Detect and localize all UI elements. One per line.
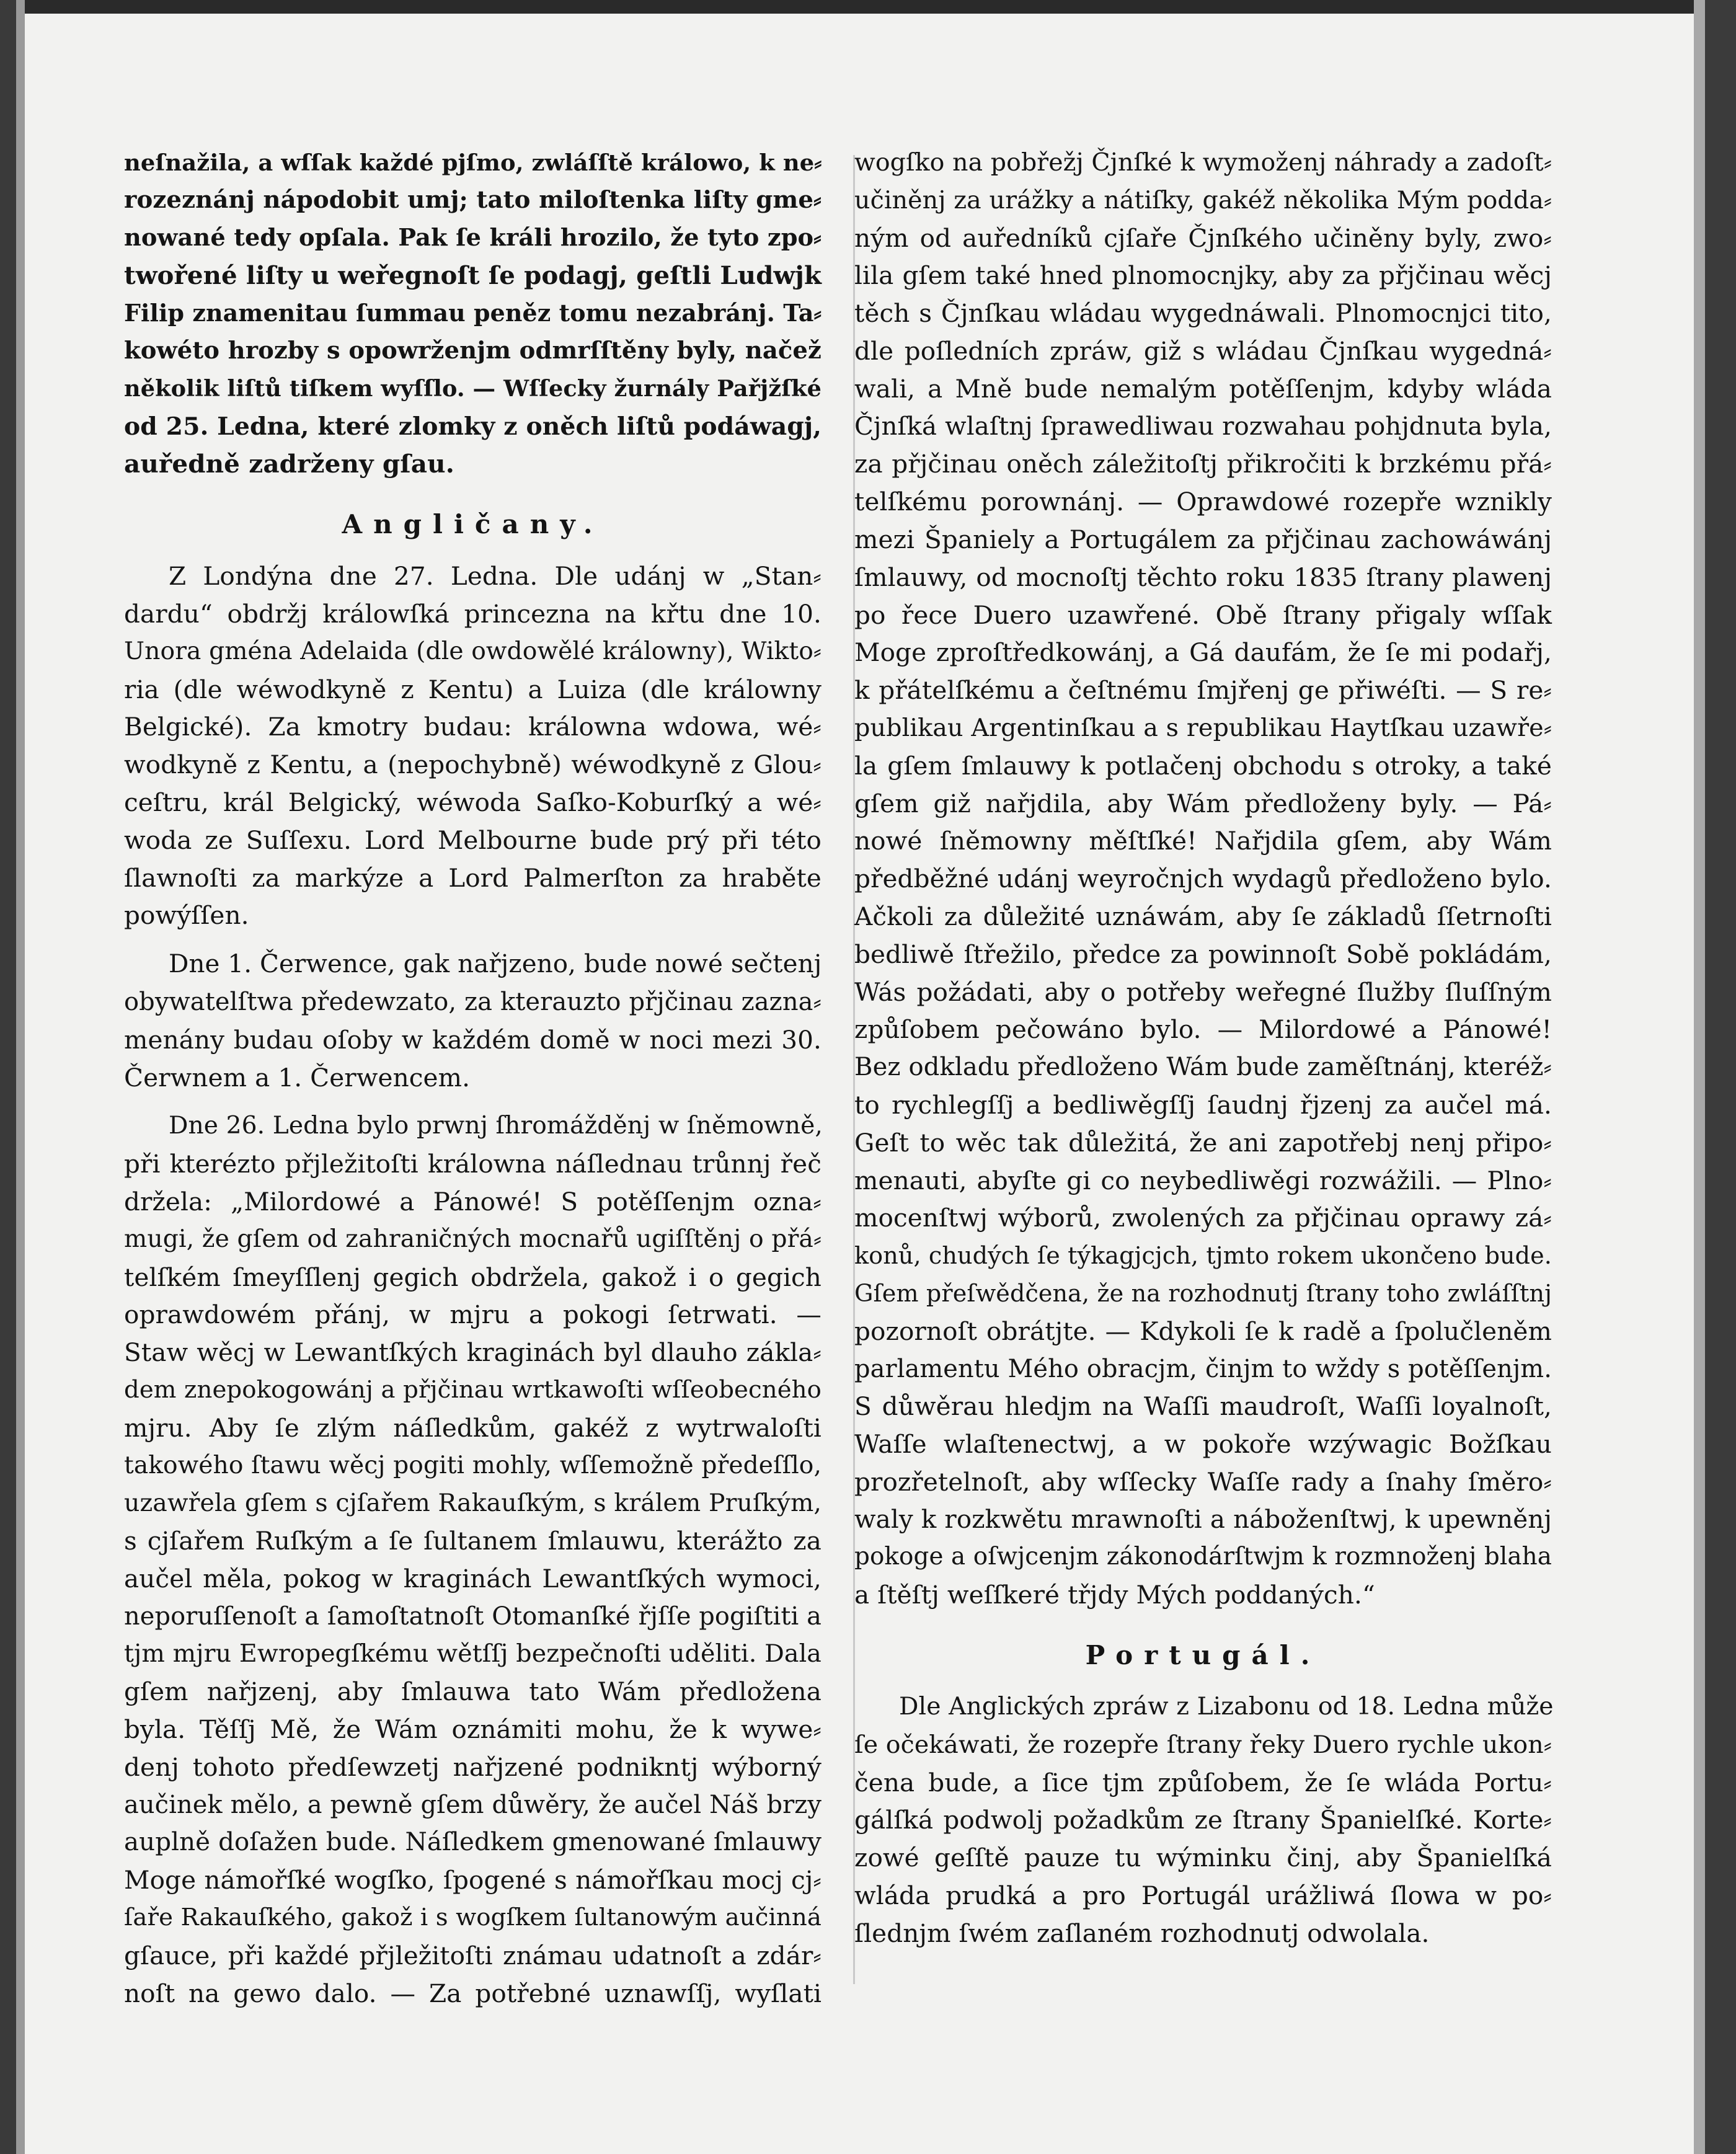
text-line: aučinek mělo, a pewně gſem důwěry, že aučel Náš brzy <box>124 1790 822 1819</box>
text-line: mocenſtwj wýborů, zwolených za přjčinau oprawy zá⸗ <box>854 1203 1552 1233</box>
text-line: la gſem ſmlauwy k potlačenj obchodu s otroky, a také <box>854 750 1552 781</box>
text-line: nowané tedy opſala. Pak ſe králi hrozilo, že tyto zpo⸗ <box>124 223 822 252</box>
text-line: prozřetelnoſt, aby wſſecky Waſſe rady a ſnahy ſměro⸗ <box>854 1466 1552 1497</box>
text-line: bedliwě ſtřežilo, předce za powinnoſt Sobě pokládám, <box>854 939 1552 969</box>
text-line: telſkém ſmeyſſlenj gegich obdržela, gakož i o gegich <box>124 1262 822 1292</box>
text-line: byla. Těſſj Mě, že Wám oznámiti mohu, že k wywe⸗ <box>124 1714 822 1745</box>
text-line: Gſem přeſwědčena, že na rozhodnutj ſtrany toho zwláſſtnj <box>854 1279 1552 1307</box>
text-line: po řece Duero uzawřené. Obě ſtrany přigaly wſſak <box>854 600 1552 630</box>
text-line: Čerwnem a 1. Čerwencem. <box>124 1062 471 1093</box>
text-line: zowé geſſtě pauze tu wýminku činj, aby Španielſká <box>854 1843 1552 1873</box>
text-line: dle poſledních zpráw, giž s wládau Čjnſkau wygedná⸗ <box>854 335 1552 366</box>
text-line: telſkému porownánj. — Oprawdowé rozepře wznikly <box>854 487 1552 517</box>
text-line: pozornoſt obrátjte. — Kdykoli ſe k radě a ſpolučleněm <box>854 1316 1552 1346</box>
section-heading-anglicany: Angličany. <box>342 509 604 540</box>
text-line: ſlednjm ſwém zaſlaném rozhodnutj odwolala. <box>854 1918 1430 1948</box>
text-line: lila gſem také hned plnomocnjky, aby za přjčinau wěcj <box>854 260 1552 291</box>
paragraph-left-2 <box>124 557 822 934</box>
text-line: Unora gména Adelaida (dle owdowělé králowny), Wikto⸗ <box>124 637 822 665</box>
text-line: při kterézto přjležitoſti králowna náſlednau trůnnj řeč <box>124 1149 822 1179</box>
text-line: gſem nařjzenj, aby ſmlauwa tato Wám předložena <box>124 1677 822 1707</box>
paragraph-left-4 <box>124 1107 822 2012</box>
text-line: za přjčinau oněch záležitoſtj přikročiti k brzkému přá⸗ <box>854 449 1552 479</box>
text-line: wodkyně z Kentu, a (nepochybně) wéwodkyně z Glou⸗ <box>124 750 822 780</box>
text-line: a ſtěſtj weſſkeré třjdy Mých poddaných.“ <box>854 1580 1375 1610</box>
text-line: wogſko na pobřežj Čjnſké k wymoženj náhrady a zadoſt⸗ <box>854 148 1552 177</box>
paragraph-left-1 <box>124 144 822 483</box>
paragraph-left-3 <box>124 946 822 1096</box>
text-line: s cjſařem Ruſkým a ſe ſultanem ſmlauwu, kterážto za <box>124 1526 822 1556</box>
text-line: wláda prudká a pro Portugál urážliwá ſlowa w po⸗ <box>854 1881 1552 1911</box>
text-line: takowého ſtawu wěcj pogiti mohly, wſſemožně předeſſlo, <box>124 1451 822 1479</box>
scan-right-shadow <box>1694 0 1705 2154</box>
text-line: S důwěrau hledjm na Waſſi maudroſt, Waſſi loyalnoſt, <box>854 1391 1552 1422</box>
text-line: oprawdowém přánj, w mjru a pokogi ſetrwati. — <box>124 1300 822 1330</box>
text-line: noſt na gewo dalo. — Za potřebné uznawſſj, wyſlati <box>124 1978 822 2008</box>
text-line: těch s Čjnſkau wládau wygednáwali. Plnomocnjci tito, <box>854 298 1552 329</box>
text-line: gſauce, při každé přjležitoſti známau udatnoſt a zdár⸗ <box>124 1940 822 1970</box>
text-line: twořené liſty u weřegnoſt ſe podagj, geſtli Ludwjk <box>124 260 822 291</box>
text-line: publikau Argentinſkau a s republikau Haytſkau uzawře⸗ <box>854 713 1552 742</box>
text-line: to rychlegſſj a bedliwěgſſj ſaudnj řjzenj za aučel má. <box>854 1089 1552 1120</box>
scan-right-edge <box>1705 0 1736 2154</box>
text-line: držela: „Milordowé a Pánowé! S potěſſenjm ozna⸗ <box>124 1186 822 1217</box>
text-line: Z Londýna dne 27. Ledna. Dle udánj w „Stan⸗ <box>169 561 822 592</box>
text-line: pokoge a oſwjcenjm zákonodárſtwjm k rozmnoženj blaha <box>854 1543 1552 1571</box>
scan-left-shadow <box>16 0 25 2154</box>
text-line: ným od auředníků cjſaře Čjnſkého učiněny byly, zwo⸗ <box>854 223 1552 253</box>
text-line: mezi Španiely a Portugálem za přjčinau zachowáwánj <box>854 524 1552 554</box>
text-line: neporuſſenoſt a ſamoſtatnoſt Otomanſké řjſſe pogiſtiti a <box>124 1602 822 1631</box>
text-line: Dne 26. Ledna bylo prwnj ſhromážděnj w ſněmowně, <box>169 1112 823 1140</box>
text-line: několik liſtů tiſkem wyſſlo. — Wſſecky žurnály Pařjžſké <box>124 375 822 402</box>
text-line: aučel měla, pokog w kraginách Lewantſkých wymoci, <box>124 1563 822 1593</box>
text-line: konů, chudých ſe týkagjcjch, tjmto rokem ukončeno bude. <box>854 1242 1552 1270</box>
text-line: gſem giž nařjdila, aby Wám předloženy byly. — Pá⸗ <box>854 788 1552 818</box>
text-line: uzawřela gſem s cjſařem Rakauſkým, s králem Pruſkým, <box>124 1489 822 1518</box>
text-line: Ačkoli za důležité uznáwám, aby ſe základů ſſetrnoſti <box>854 901 1552 931</box>
text-line: wali, a Mně bude nemalým potěſſenjm, kdyby wláda <box>854 373 1552 404</box>
text-line: k přátelſkému a čeſtnému ſmjřenj ge přiwéſti. — S re⸗ <box>854 675 1552 706</box>
text-line: ſmlauwy, od mocnoſtj těchto roku 1835 ſtrany plawenj <box>854 562 1552 592</box>
text-line: Moge námořſké wogſko, ſpogené s námořſkau mocj cj⸗ <box>124 1865 822 1895</box>
text-line: předběžné udánj weyročnjch wydagů předloženo bylo. <box>854 864 1552 894</box>
paragraph-right-1 <box>854 144 1552 1614</box>
right-column <box>854 144 1552 1952</box>
text-line: auředně zadrženy gſau. <box>124 449 454 479</box>
text-line: Wás požádati, aby o potřeby weřegné ſlužby ſluſſným <box>854 977 1552 1007</box>
scan-top-edge <box>0 0 1736 14</box>
text-line: ceſtru, král Belgický, wéwoda Saſko-Koburſký a wé⸗ <box>124 787 822 817</box>
text-line: ſaře Rakauſkého, gakož i s wogſkem ſultanowým aučinná <box>124 1904 822 1932</box>
text-line: denj tohoto předſewzetj nařjzené podnikntj wýborný <box>124 1752 822 1782</box>
text-line: tjm mjru Ewropegſkému wětſſj bezpečnoſti uděliti. Dala <box>124 1639 822 1669</box>
text-line: woda ze Suſſexu. Lord Melbourne bude prý při této <box>124 825 822 855</box>
text-line: čena bude, a ſice tjm způſobem, že ſe wláda Portu⸗ <box>854 1767 1552 1797</box>
text-line: parlamentu Mého obracjm, činjm to wždy s potěſſenjm. <box>854 1354 1552 1383</box>
text-line: auplně doſažen bude. Náſledkem gmenowané ſmlauwy <box>124 1827 822 1857</box>
text-line: ria (dle wéwodkyně z Kentu) a Luiza (dle králowny <box>124 674 822 704</box>
text-line: waly k rozkwětu mrawnoſti a náboženſtwj, k upewněnj <box>854 1504 1552 1534</box>
text-line: powýſſen. <box>124 900 249 931</box>
text-line: nowé ſněmowny měſtſké! Nařjdila gſem, aby Wám <box>854 826 1552 856</box>
text-line: menauti, abyſte gi co neybedliwěgi rozwážili. — Plno⸗ <box>854 1165 1552 1195</box>
text-line: ſe očekáwati, že rozepře ſtrany řeky Duero rychle ukon⸗ <box>854 1730 1552 1759</box>
text-line: učiněnj za urážky a nátiſky, gakéž několika Mým podda⸗ <box>854 185 1552 215</box>
text-line: Čjnſká wlaſtnj ſprawedliwau rozwahau pohjdnuta byla, <box>854 412 1552 441</box>
text-line: obywatelſtwa předewzato, za kterauzto přjčinau zazna⸗ <box>124 987 822 1016</box>
text-line: rozeznánj nápodobit umj; tato miloſtenka liſty gme⸗ <box>124 185 822 214</box>
text-line: mjru. Aby ſe zlým náſledkům, gakéž z wytrwaloſti <box>124 1412 822 1443</box>
text-line: Filip znamenitau ſummau peněz tomu nezabránj. Ta⸗ <box>124 299 822 327</box>
section-heading-portugal: Portugál. <box>1085 1640 1321 1671</box>
text-line: Bez odkladu předloženo Wám bude zaměſtnánj, kteréž⸗ <box>854 1053 1552 1082</box>
text-line: Dle Anglických zpráw z Lizabonu od 18. Ledna může <box>899 1693 1554 1721</box>
text-line: Moge zproſtředkowánj, a Gá daufám, že ſe mi podařj, <box>854 637 1552 668</box>
text-line: mugi, že gſem od zahraničných mocnařů ugiſſtěnj o přá⸗ <box>124 1225 822 1253</box>
scan-left-edge <box>0 0 16 2154</box>
text-line: Staw wěcj w Lewantſkých kraginách byl dlauho zákla⸗ <box>124 1337 822 1368</box>
text-line: Waſſe wlaſtenectwj, a w pokoře wzýwagic Božſkau <box>854 1429 1552 1460</box>
text-line: kowéto hrozby s opowrženjm odmrſſtěny byly, načež <box>124 336 822 365</box>
text-line: od 25. Ledna, které zlomky z oněch liſtů podáwagj, <box>124 412 822 441</box>
text-line: gálſká podwolj požadkům ze ſtrany Španielſké. Korte⸗ <box>854 1805 1552 1835</box>
text-line: způſobem pečowáno bylo. — Milordowé a Pánowé! <box>854 1014 1552 1045</box>
text-line: Belgické). Za kmotry budau: králowna wdowa, wé⸗ <box>124 712 822 742</box>
text-line: ſlawnoſti za markýze a Lord Palmerſton za hraběte <box>124 862 822 893</box>
text-line: menány budau oſoby w každém domě w noci mezi 30. <box>124 1024 822 1055</box>
text-line: Geſt to wěc tak důležitá, že ani zapotřebj nenj připo⸗ <box>854 1127 1552 1158</box>
text-line: neſnažila, a wſſak každé pjſmo, zwláſſtě králowo, k ne⸗ <box>124 149 822 176</box>
left-column <box>124 144 822 2012</box>
paragraph-right-2 <box>854 1688 1552 1952</box>
text-line: dem znepokogowánj a přjčinau wrtkawoſti wſſeobecného <box>124 1375 822 1404</box>
text-line: dardu“ obdržj králowſká princezna na křtu dne 10. <box>124 598 822 629</box>
text-line: Dne 1. Čerwence, gak nařjzeno, bude nowé sečtenj <box>169 949 822 979</box>
